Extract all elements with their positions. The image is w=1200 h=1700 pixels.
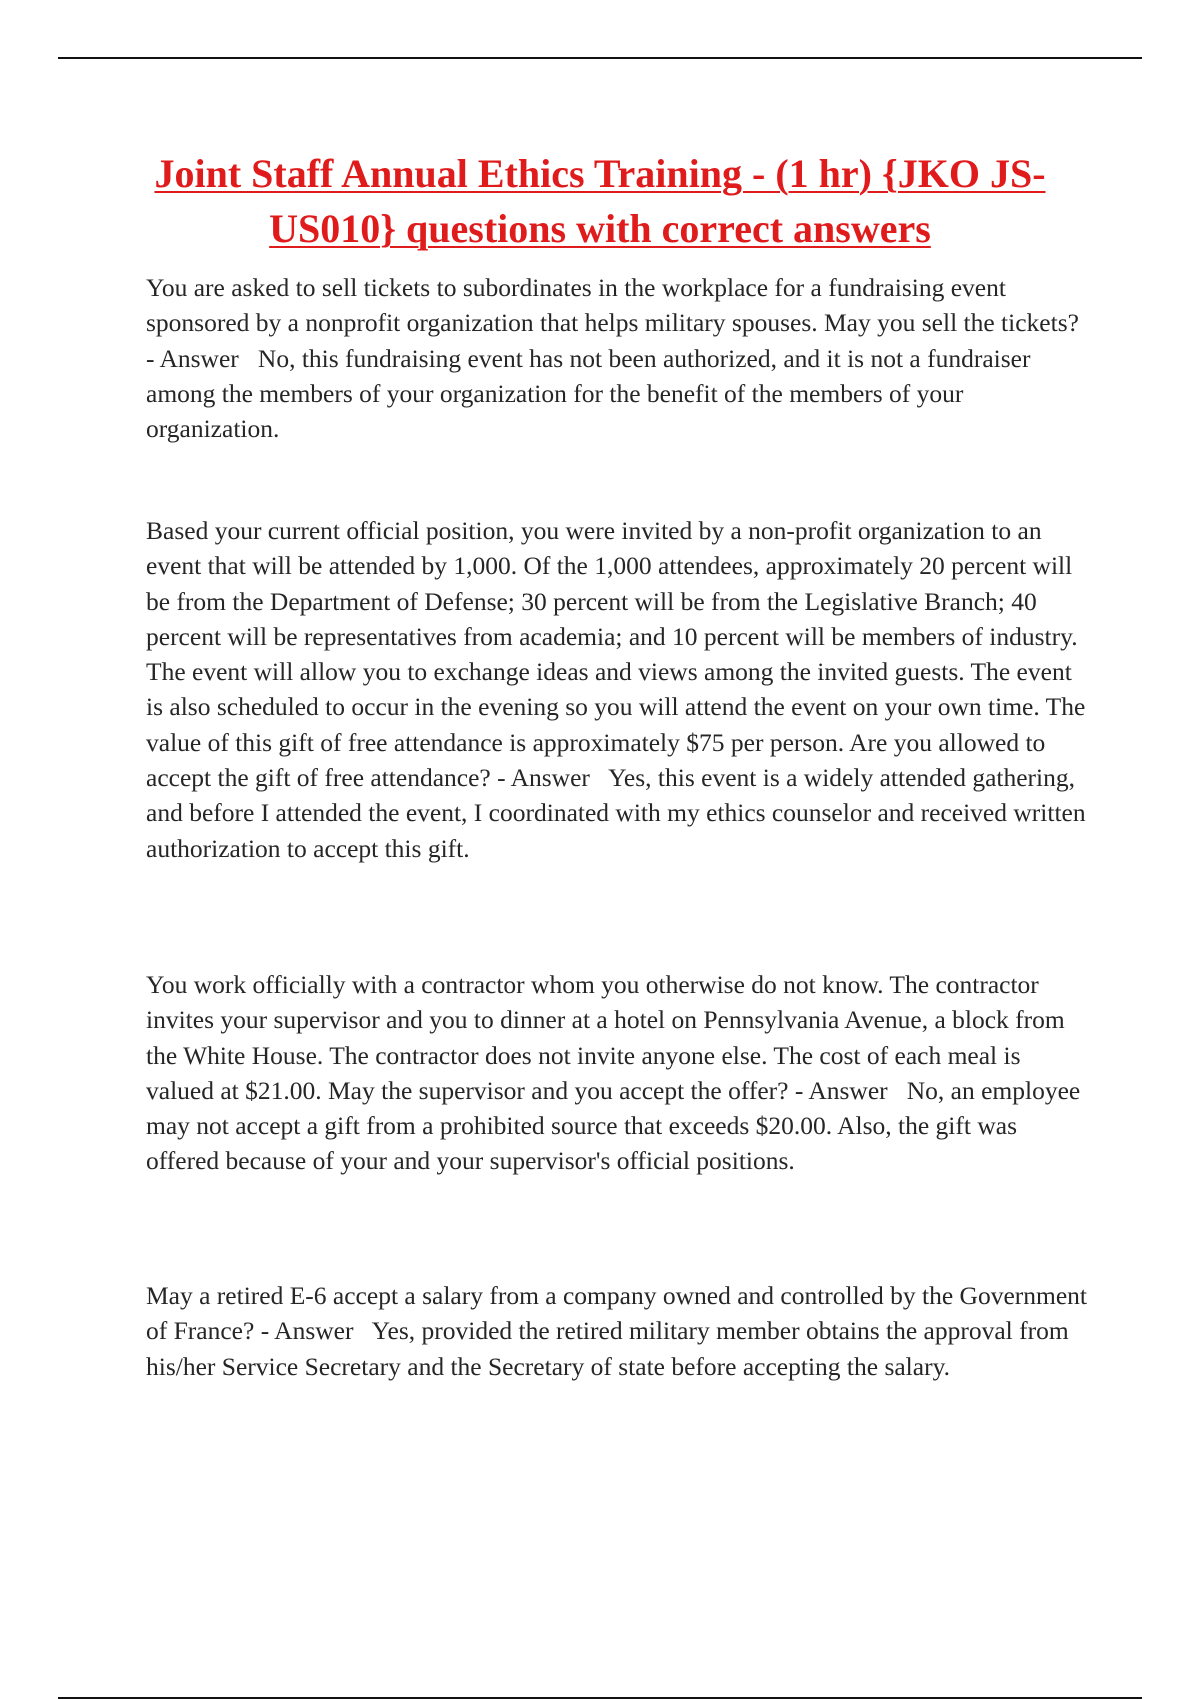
qa-entry-retired-salary: May a retired E-6 accept a salary from a company owned and controlled by the Government of France? - Answer Yes, provided the retired military member obtains the approval from his/her Service Secretary and the Secretary of state before accepting the salary. <box>146 1281 1094 1381</box>
qa-entry-contractor-dinner: You work officially with a contractor whom you otherwise do not know. The contractor invites your supervisor and you to dinner at a hotel on Pennsylvania Avenue, a block from the White House. The contractor does not invite anyone else. The cost of each meal is valued at $21.00. May the supervisor and you accept the offer? - Answer No, an employee may not accept a gift from a prohibited source that exceeds $20.00. Also, the gift was offered because of your and your supervisor's official positions. <box>146 970 1087 1176</box>
page-title: Joint Staff Annual Ethics Training - (1 hr) {JKO JS-US010} questions with correct answers <box>154 151 1046 251</box>
qa-entry-free-attendance: Based your current official position, you were invited by a non-profit organization to an event that will be attended by 1,000. Of the 1,000 attendees, approximately 20 percent will be from the Department of Defense; 30 percent will be from the Legislative Branch; 40 percent will be representatives from academia; and 10 percent will be members of industry. The event will allow you to exchange ideas and views among the invited guests. The event is also scheduled to occur in the evening so you will attend the event on your own time. The value of this gift of free attendance is approximately $75 per person. Are you allowed to accept the gift of free attendance? - Answer Yes, this event is a widely attended gathering, and before I attended the event, I coordinated with my ethics counselor and received written authorization to accept this gift. <box>146 516 1092 863</box>
bottom-divider <box>58 1697 1142 1699</box>
qa-entry-sell-tickets: You are asked to sell tickets to subordinates in the workplace for a fundraising event sponsored by a nonprofit organization that helps military spouses. May you sell the tickets? - Answer No, this fundraising event has not been authorized, and it is not a fundraiser among the members of your organization for the benefit of the members of your organization. <box>146 273 1086 444</box>
top-divider <box>58 57 1142 59</box>
